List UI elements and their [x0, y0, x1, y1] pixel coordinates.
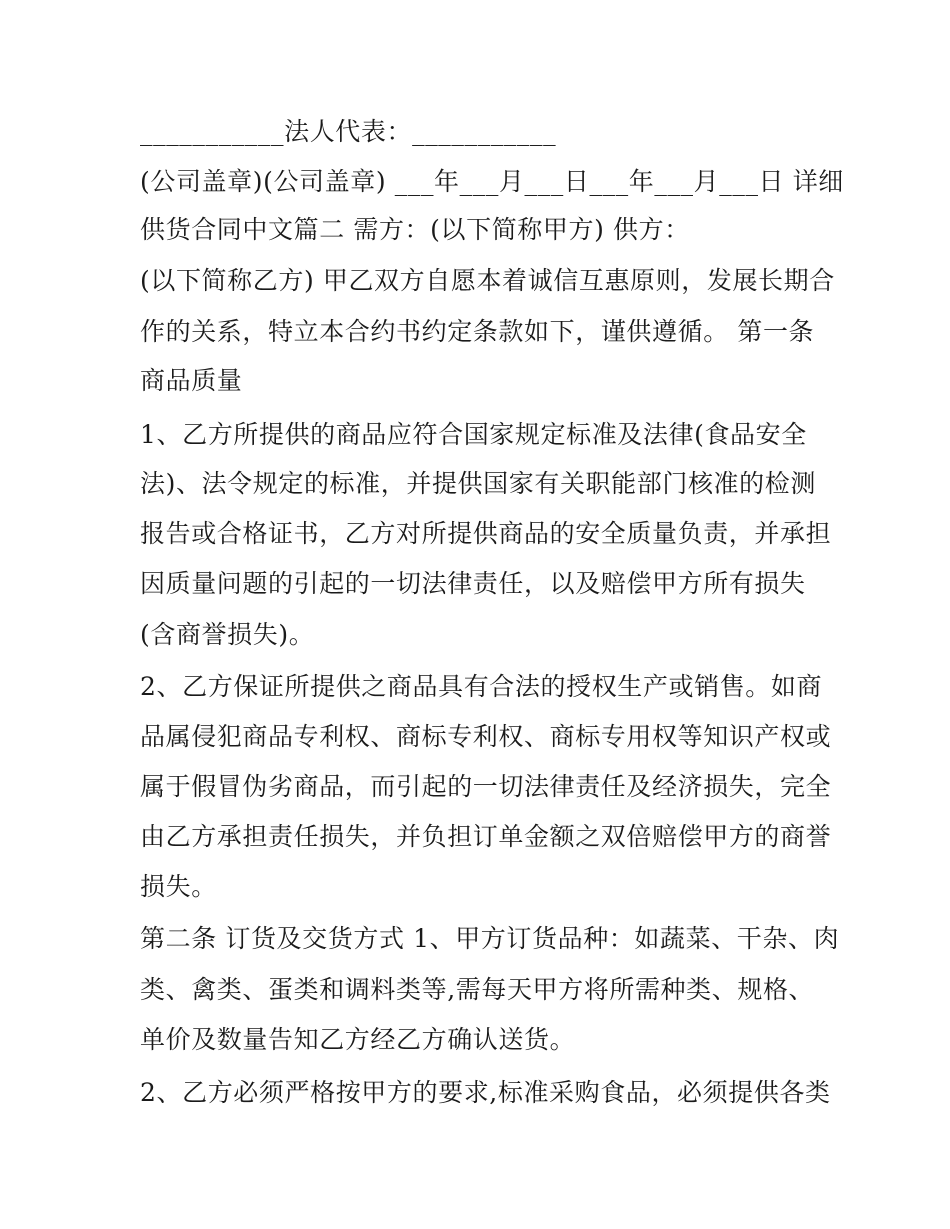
text-line: 1、乙方所提供的商品应符合国家规定标准及法律(食品安全	[140, 420, 807, 449]
text-line: 品属侵犯商品专利权、商标专利权、商标专用权等知识产权或	[140, 722, 832, 751]
section-heading: 第二条 订货及交货方式 1、甲方订货品种：如蔬菜、干杂、肉	[140, 924, 840, 953]
text-line: 单价及数量告知乙方经乙方确认送货。	[140, 1025, 576, 1054]
text-line: 法)、法令规定的标准，并提供国家有关职能部门核准的检测	[140, 469, 816, 498]
section-heading: 商品质量	[140, 366, 243, 395]
text-line: (含商誉损失)。	[140, 620, 315, 649]
text-line: 报告或合格证书，乙方对所提供商品的安全质量负责，并承担	[140, 519, 832, 548]
text-line-signature: ___________法人代表：___________	[140, 117, 557, 146]
text-line: 由乙方承担责任损失，并负担订单金额之双倍赔偿甲方的商誉	[140, 822, 832, 851]
text-line: 作的关系，特立本合约书约定条款如下，谨供遵循。 第一条	[140, 317, 815, 346]
text-line: 2、乙方保证所提供之商品具有合法的授权生产或销售。如商	[140, 672, 823, 701]
text-line: 属于假冒伪劣商品，而引起的一切法律责任及经济损失，完全	[140, 772, 832, 801]
text-line: 2、乙方必须严格按甲方的要求,标准采购食品，必须提供各类	[140, 1078, 831, 1107]
text-line-seal-date: (公司盖章)(公司盖章) ___年___月___日___年___月___日 详细	[140, 167, 844, 196]
text-line: 因质量问题的引起的一切法律责任，以及赔偿甲方所有损失	[140, 569, 806, 598]
text-line-title: 供货合同中文篇二 需方：(以下简称甲方) 供方：	[140, 215, 690, 244]
text-line: 损失。	[140, 872, 217, 901]
text-line: 类、禽类、蛋类和调料类等,需每天甲方将所需种类、规格、	[140, 975, 815, 1004]
text-line: (以下简称乙方) 甲乙双方自愿本着诚信互惠原则，发展长期合	[140, 266, 835, 295]
